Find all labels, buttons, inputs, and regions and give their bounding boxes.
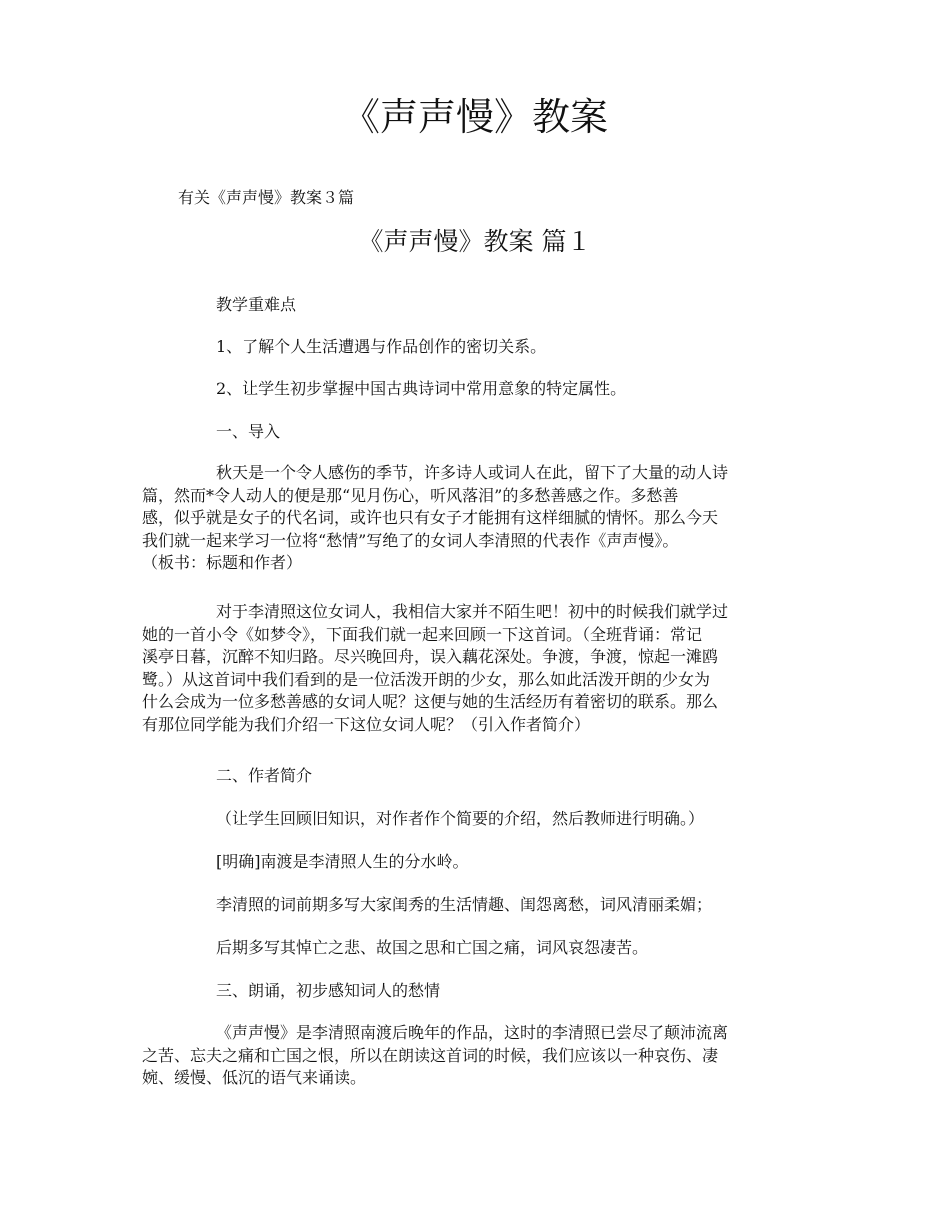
heading-author: 二、作者简介 bbox=[216, 766, 313, 785]
document-title: 《声声慢》教案 bbox=[341, 95, 608, 139]
document-subtitle: 有关《声声慢》教案３篇 bbox=[178, 188, 355, 207]
intro-paragraph bbox=[142, 462, 822, 575]
recall-line: 什么会成为一位多愁善感的女词人呢？这便与她的生活经历有着密切的联系。那么 bbox=[142, 692, 719, 711]
recall-line: 对于李清照这位女词人，我相信大家并不陌生吧！初中的时候我们就学过 bbox=[216, 602, 729, 621]
heading-recite: 三、朗诵，初步感知词人的愁情 bbox=[216, 981, 441, 1000]
recall-line: 溪亭日暮，沉醉不知归路。尽兴晚回舟，误入藕花深处。争渡，争渡，惊起一滩鸥 bbox=[142, 647, 719, 666]
recite-line: 《声声慢》是李清照南渡后晚年的作品，这时的李清照已尝尽了颠沛流离 bbox=[216, 1023, 729, 1042]
recall-line: 有那位同学能为我们介绍一下这位女词人呢？（引入作者简介） bbox=[142, 714, 591, 734]
author-note: （让学生回顾旧知识，对作者作个简要的介绍，然后教师进行明确。） bbox=[216, 809, 705, 828]
section-title: 《声声慢》教案 篇１ bbox=[358, 227, 592, 256]
recite-line: 婉、缓慢、低沉的语气来诵读。 bbox=[142, 1068, 367, 1087]
recall-line: 鹭。）从这首词中我们看到的是一位活泼开朗的少女，那么如此活泼开朗的少女为 bbox=[142, 669, 711, 689]
intro-line: 感，似乎就是女子的代名词，或许也只有女子才能拥有这样细腻的情怀。那么今天 bbox=[142, 508, 719, 527]
author-early: 李清照的词前期多写大家闺秀的生活情趣、闺怨离愁，词风清丽柔媚； bbox=[216, 895, 713, 914]
recall-line: 她的一首小令《如梦令》，下面我们就一起来回顾一下这首词。（全班背诵：常记 bbox=[142, 624, 703, 644]
intro-line: （板书：标题和作者） bbox=[142, 553, 303, 572]
intro-line: 我们就一起来学习一位将“愁情”写绝了的女词人李清照的代表作《声声慢》。 bbox=[142, 530, 679, 550]
author-late: 后期多写其悼亡之悲、故国之思和亡国之痛，词风哀怨凄苦。 bbox=[216, 938, 649, 957]
intro-line: 篇，然而*令人动人的便是那“见月伤心，听风落泪”的多愁善感之作。多愁善 bbox=[142, 485, 679, 505]
heading-difficulties: 教学重难点 bbox=[216, 295, 297, 314]
recall-paragraph bbox=[142, 601, 822, 736]
recite-paragraph bbox=[142, 1022, 822, 1090]
point-1: 1、了解个人生活遭遇与作品创作的密切关系。 bbox=[216, 337, 547, 356]
heading-intro: 一、导入 bbox=[216, 422, 281, 441]
intro-line: 秋天是一个令人感伤的季节，许多诗人或词人在此，留下了大量的动人诗 bbox=[216, 463, 729, 482]
recite-line: 之苦、忘夫之痛和亡国之恨，所以在朗读这首词的时候，我们应该以一种哀伤、凄 bbox=[142, 1045, 719, 1065]
author-clarify: [明确]南渡是李清照人生的分水岭。 bbox=[216, 852, 469, 871]
point-2: 2、让学生初步掌握中国古典诗词中常用意象的特定属性。 bbox=[216, 379, 627, 398]
